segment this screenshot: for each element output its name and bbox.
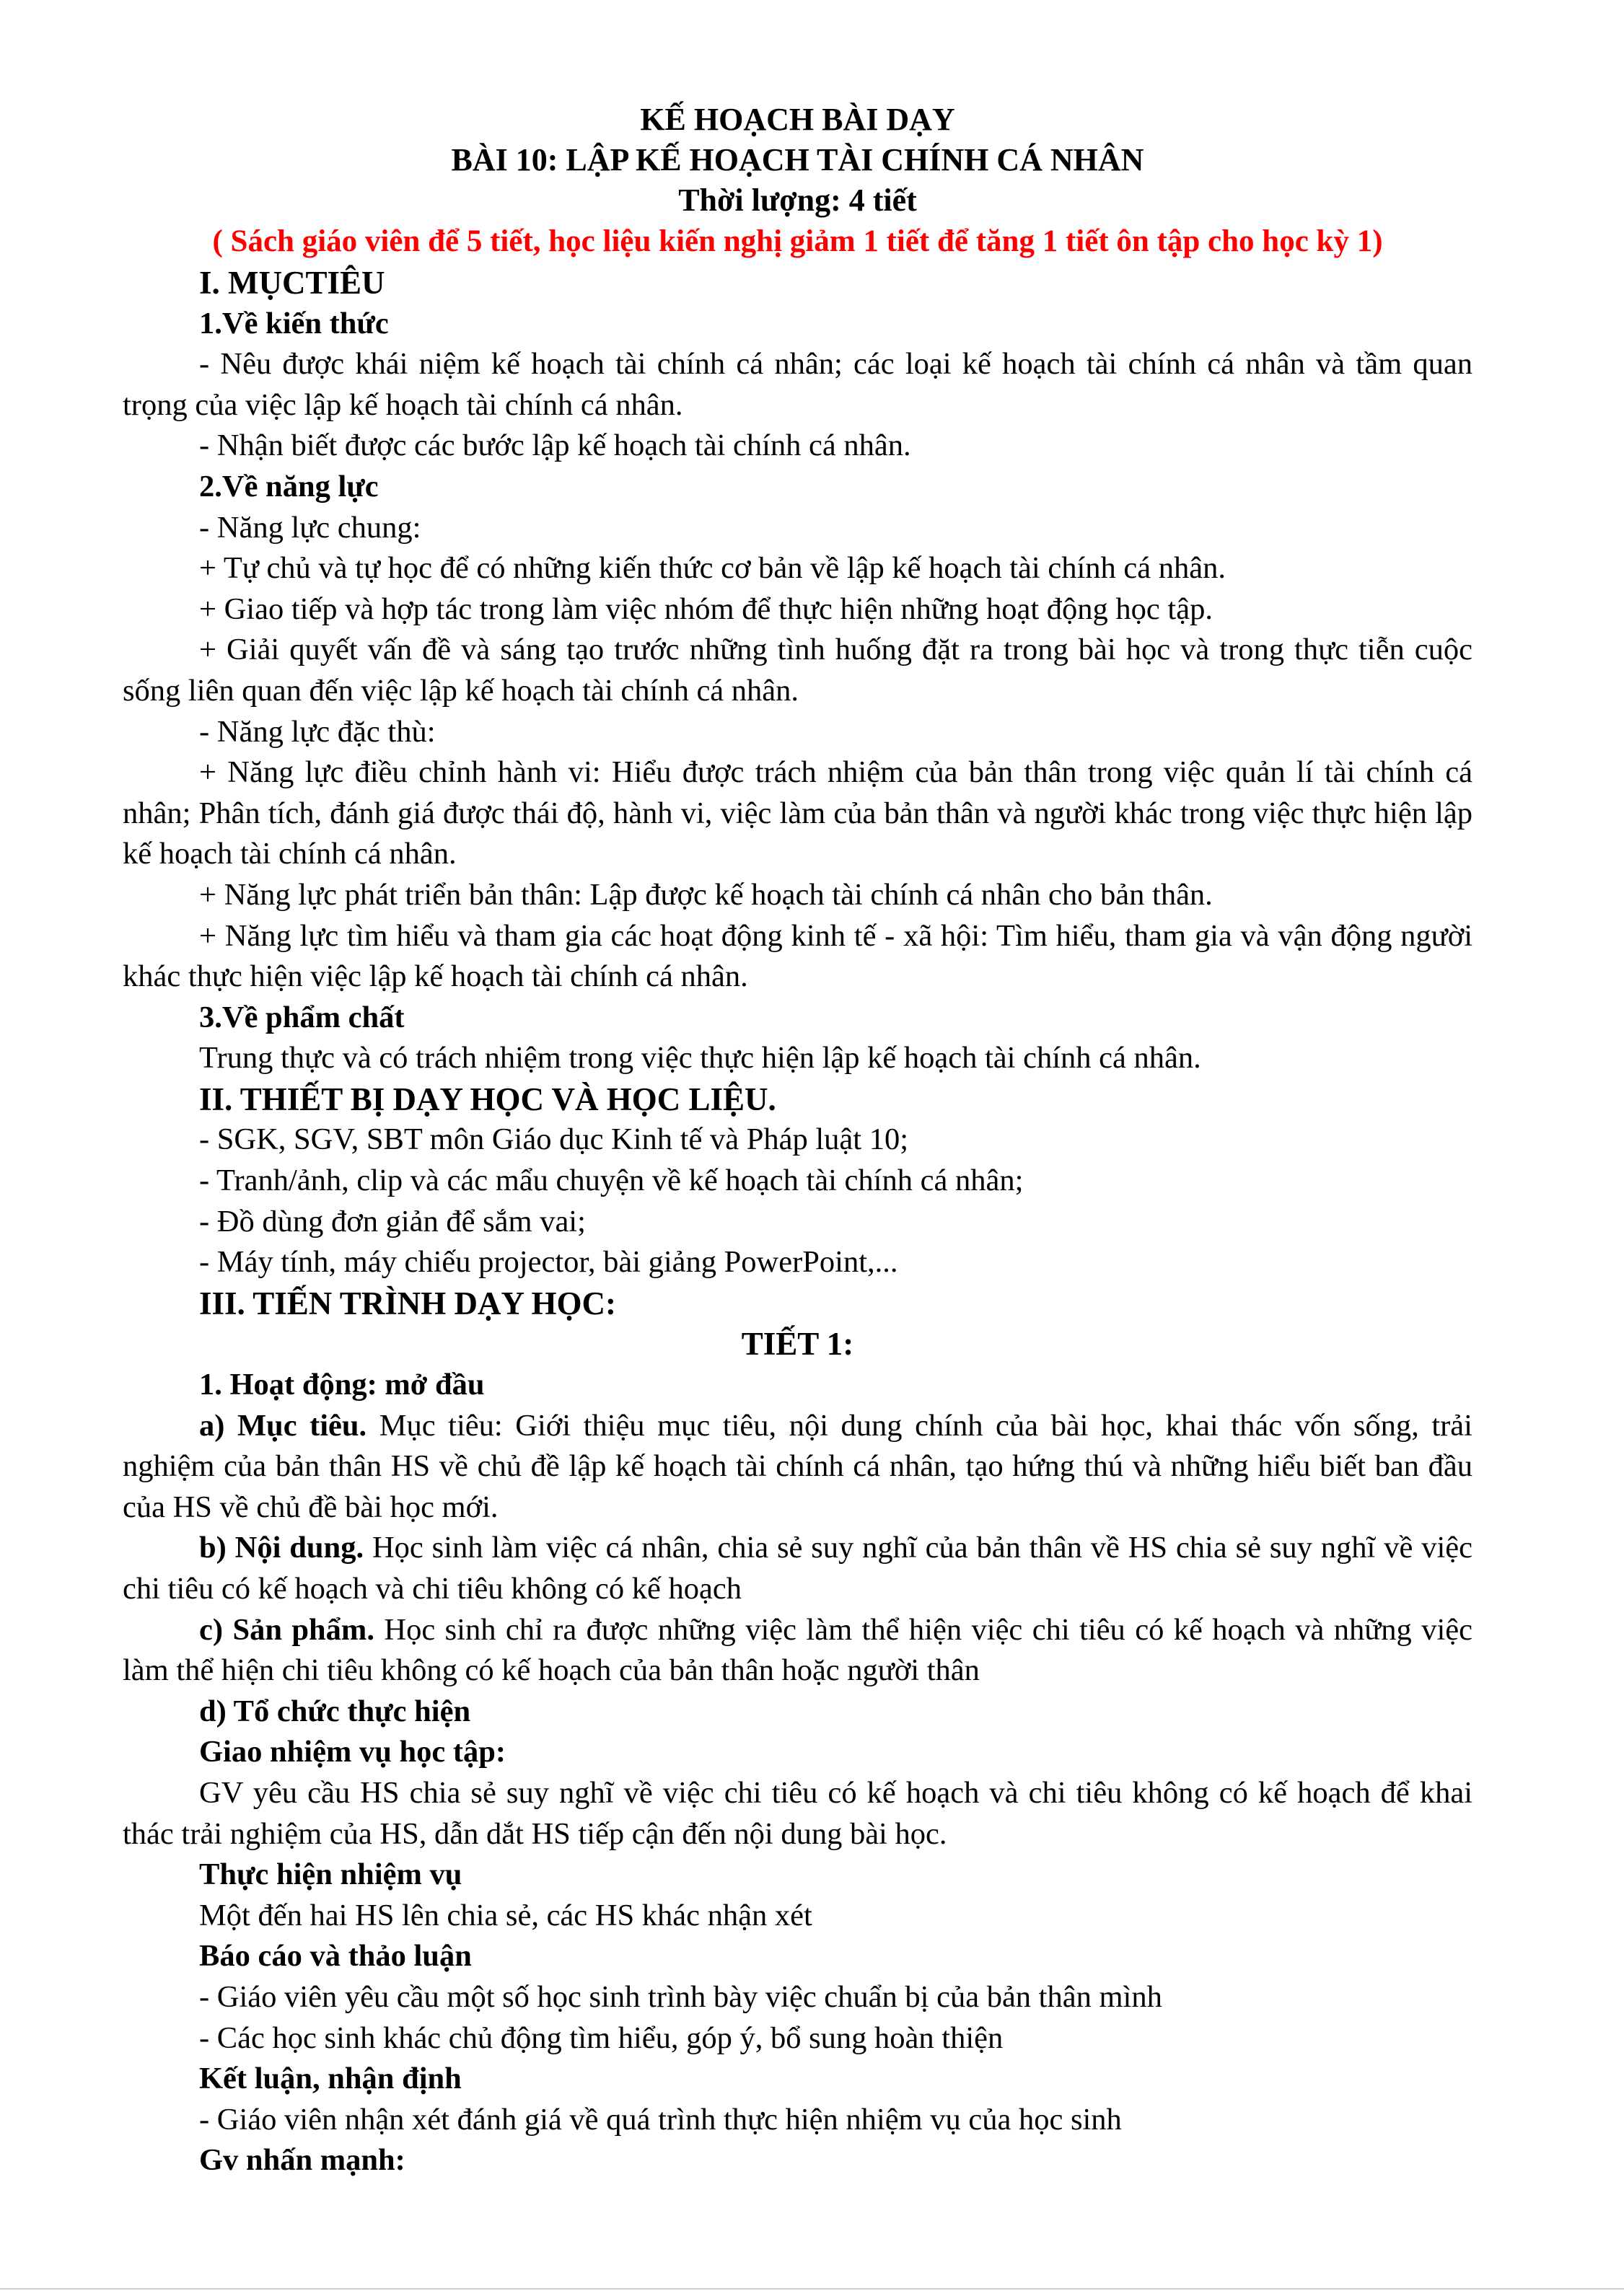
knowledge-item-2: - Nhận biết được các bước lập kế hoạch tài chính cá nhân. xyxy=(199,428,911,463)
perform-text: Một đến hai HS lên chia sẻ, các HS khác nhận xét xyxy=(199,1898,812,1932)
ability-item-3: + Giải quyết vấn đề và sáng tạo trước những tình huống đặt ra trong bài học và trong thực tiễn cuộc sống liên quan đến việc lập kế hoạch tài chính cá nhân. xyxy=(123,633,1472,708)
content-text: Học sinh làm việc cá nhân, chia sẻ suy nghĩ của bản thân về HS chia sẻ suy nghĩ về việc chi tiêu có kế hoạch và chi tiêu không có kế hoạch xyxy=(123,1531,1472,1606)
material-item-3: - Đồ dùng đơn giản để sắm vai; xyxy=(199,1204,586,1239)
ability-general-label: - Năng lực chung: xyxy=(199,510,421,545)
document-title: KẾ HOẠCH BÀI DẠY xyxy=(640,102,955,137)
task-heading: Giao nhiệm vụ học tập: xyxy=(199,1735,506,1769)
material-item-2: - Tranh/ảnh, clip và các mẩu chuyện về kế hoạch tài chính cá nhân; xyxy=(199,1164,1024,1198)
material-item-1: - SGK, SGV, SBT môn Giáo dục Kinh tế và Pháp luật 10; xyxy=(199,1122,908,1157)
product-text: Học sinh chỉ ra được những việc làm thể hiện việc chi tiêu có kế hoạch và những việc làm thể hiện chi tiêu không có kế hoạch của bản thân hoặc người thân xyxy=(123,1612,1472,1688)
red-note: ( Sách giáo viên để 5 tiết, học liệu kiến nghị giảm 1 tiết để tăng 1 tiết ôn tập cho học kỳ 1) xyxy=(212,224,1383,258)
page-bottom-rule xyxy=(0,2288,1624,2290)
ability-item-4: + Năng lực điều chỉnh hành vi: Hiểu được trách nhiệm của bản thân trong việc quản lí tài chính cá nhân; Phân tích, đánh giá được thái độ, hành vi, việc làm của bản thân và người khác trong việc thực hiện lập kế hoạch tài chính cá nhân. xyxy=(123,755,1472,871)
quality-item-1: Trung thực và có trách nhiệm trong việc thực hiện lập kế hoạch tài chính cá nhân. xyxy=(199,1041,1201,1076)
ability-heading: 2.Về năng lực xyxy=(199,469,379,503)
material-item-4: - Máy tính, máy chiếu projector, bài giảng PowerPoint,... xyxy=(199,1245,898,1280)
report-heading: Báo cáo và thảo luận xyxy=(199,1939,472,1974)
report-item-1: - Giáo viên yêu cầu một số học sinh trình bày việc chuẩn bị của bản thân mình xyxy=(199,1979,1162,2014)
content-label: b) Nội dung. xyxy=(199,1531,364,1565)
objective-paragraph xyxy=(123,1406,1472,1529)
duration: Thời lượng: 4 tiết xyxy=(678,182,917,218)
objective-text: Mục tiêu: Giới thiệu mục tiêu, nội dung chính của bài học, khai thác vốn sống, trải nghiệm của bản thân HS về chủ đề lập kế hoạch tài chính cá nhân, tạo hứng thú và những hiểu biết ban đầu của HS về chủ đề bài học mới. xyxy=(123,1408,1472,1524)
ability-specific-label: - Năng lực đặc thù: xyxy=(199,714,436,749)
emphasis-heading: Gv nhấn mạnh: xyxy=(199,2143,405,2178)
section-2-heading: II. THIẾT BỊ DẠY HỌC VÀ HỌC LIỆU. xyxy=(199,1081,776,1117)
conclusion-item-1: - Giáo viên nhận xét đánh giá về quá trình thực hiện nhiệm vụ của học sinh xyxy=(199,2102,1122,2137)
ability-item-5: + Năng lực phát triển bản thân: Lập được kế hoạch tài chính cá nhân cho bản thân. xyxy=(199,877,1213,912)
ability-item-1: + Tự chủ và tự học để có những kiến thức cơ bản về lập kế hoạch tài chính cá nhân. xyxy=(199,551,1226,586)
task-text: GV yêu cầu HS chia sẻ suy nghĩ về việc chi tiêu có kế hoạch và chi tiêu không có kế hoạch để khai thác trải nghiệm của HS, dẫn dắt HS tiếp cận đến nội dung bài học. xyxy=(123,1775,1472,1851)
period-heading: TIẾT 1: xyxy=(741,1326,854,1363)
content-paragraph xyxy=(123,1528,1472,1609)
knowledge-item-1: - Nêu được khái niệm kế hoạch tài chính cá nhân; các loại kế hoạch tài chính cá nhân và tầm quan trọng của việc lập kế hoạch tài chính cá nhân. xyxy=(123,347,1472,422)
conclusion-heading: Kết luận, nhận định xyxy=(199,2062,462,2096)
activity-heading: 1. Hoạt động: mở đầu xyxy=(199,1368,485,1402)
quality-heading: 3.Về phẩm chất xyxy=(199,1000,405,1034)
knowledge-heading: 1.Về kiến thức xyxy=(199,306,389,340)
report-item-2: - Các học sinh khác chủ động tìm hiểu, góp ý, bổ sung hoàn thiện xyxy=(199,2020,1004,2055)
product-paragraph xyxy=(123,1610,1472,1692)
product-label: c) Sản phẩm. xyxy=(199,1612,374,1647)
perform-heading: Thực hiện nhiệm vụ xyxy=(199,1857,462,1892)
section-1-heading: I. MỤCTIÊU xyxy=(199,265,385,301)
section-3-heading: III. TIẾN TRÌNH DẠY HỌC: xyxy=(199,1285,617,1321)
lesson-title: BÀI 10: LẬP KẾ HOẠCH TÀI CHÍNH CÁ NHÂN xyxy=(451,142,1144,177)
ability-item-6: + Năng lực tìm hiểu và tham gia các hoạt động kinh tế - xã hội: Tìm hiểu, tham gia và vận động người khác thực hiện việc lập kế hoạch tài chính cá nhân. xyxy=(123,918,1472,994)
ability-item-2: + Giao tiếp và hợp tác trong làm việc nhóm để thực hiện những hoạt động học tập. xyxy=(199,591,1213,626)
organization-heading: d) Tổ chức thực hiện xyxy=(199,1694,471,1728)
objective-label: a) Mục tiêu. xyxy=(199,1408,367,1443)
